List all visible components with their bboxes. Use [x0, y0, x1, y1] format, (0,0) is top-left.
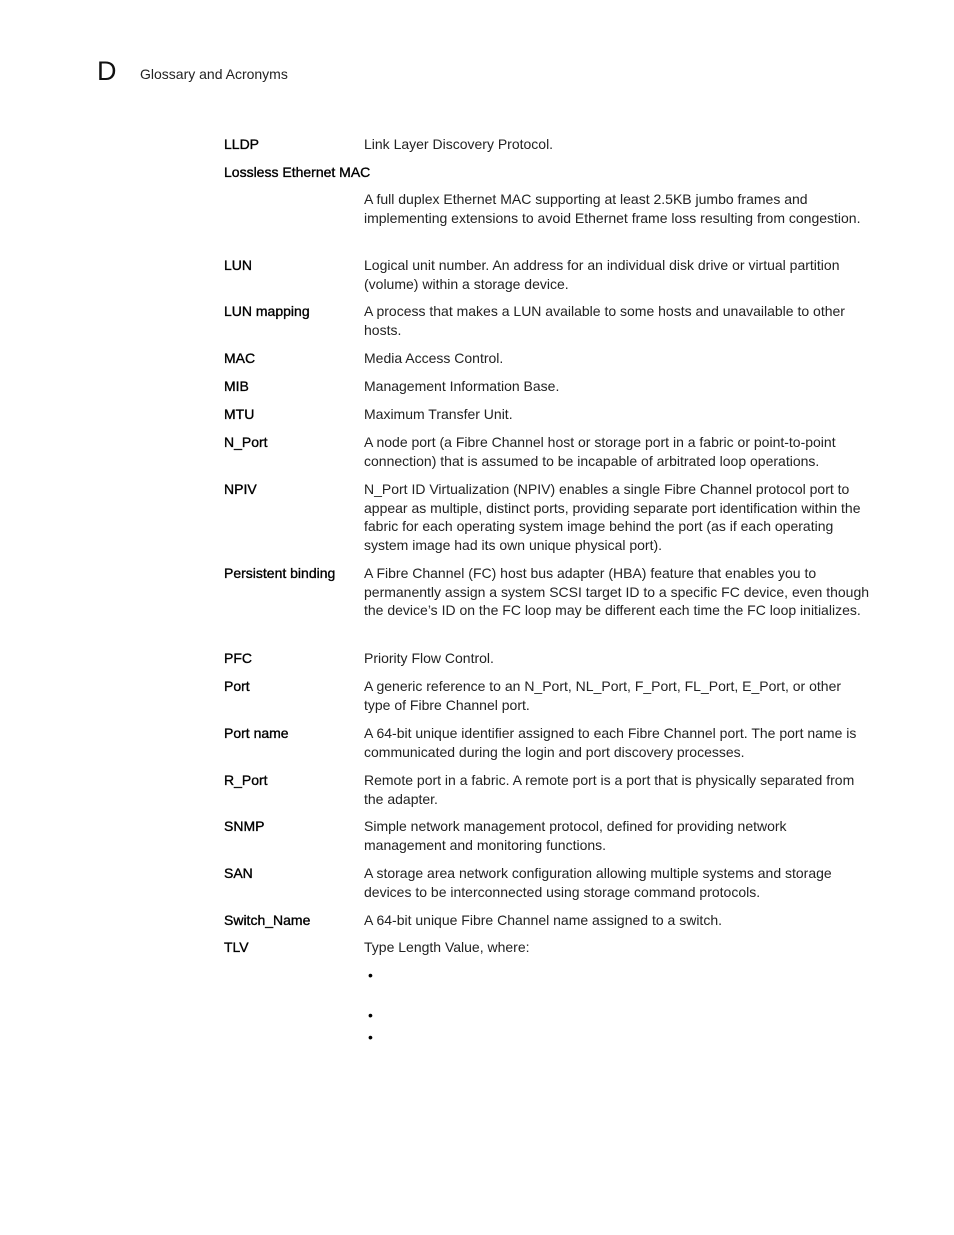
glossary-definition: A full duplex Ethernet MAC supporting at least 2.5KB jumbo frames and implementing extensions to avoid Ethernet frame loss resulting from congestion.: [364, 191, 861, 226]
glossary-term: NPIV: [224, 481, 257, 497]
glossary-definition: A node port (a Fibre Channel host or storage port in a fabric or point-to-point connection) that is assumed to be incapable of arbitrated loop operations.: [364, 434, 836, 469]
glossary-term: LUN mapping: [224, 303, 310, 319]
glossary-definition: Type Length Value, where:: [364, 939, 530, 955]
glossary-term: PFC: [224, 650, 252, 666]
glossary-definition: Remote port in a fabric. A remote port is a port that is physically separated from the adapter.: [364, 772, 855, 807]
tlv-bullet: •: [368, 1029, 373, 1045]
glossary-term: LUN: [224, 257, 253, 273]
glossary-definition: A Fibre Channel (FC) host bus adapter (HBA) feature that enables you to permanently assign a system SCSI target ID to a specific FC device, even though the device’s ID on the FC loop may be different each time the FC loop initializes.: [364, 565, 870, 619]
tlv-bullet: •: [368, 1007, 373, 1023]
glossary-term: SNMP: [224, 818, 265, 834]
glossary-definition: A 64-bit unique identifier assigned to each Fibre Channel port. The port name is communicated during the login and port discovery processes.: [364, 725, 857, 760]
glossary-definition: A generic reference to an N_Port, NL_Port, F_Port, FL_Port, E_Port, or other type of Fibre Channel port.: [364, 678, 842, 713]
glossary-term: Switch_Name: [224, 912, 311, 928]
glossary-term: MIB: [224, 378, 249, 394]
chapter-title: Glossary and Acronyms: [140, 66, 288, 82]
chapter-letter: D: [97, 56, 117, 86]
glossary-term: Persistent binding: [224, 565, 336, 581]
glossary-term: SAN: [224, 865, 253, 881]
glossary-term: N_Port: [224, 434, 268, 450]
glossary-term: TLV: [224, 939, 249, 955]
glossary-term: MAC: [224, 350, 256, 366]
glossary-definition: A storage area network configuration allowing multiple systems and storage devices to be interconnected using storage command protocols.: [364, 865, 832, 900]
glossary-definition: Maximum Transfer Unit.: [364, 406, 513, 422]
glossary-term: MTU: [224, 406, 255, 422]
glossary-definition: N_Port ID Virtualization (NPIV) enables a single Fibre Channel protocol port to appear as multiple, distinct ports, providing separate port identification within the fabric for each operating system image behind the port (as if each operating system image had its own unique physical port).: [364, 481, 861, 553]
glossary-term: Port name: [224, 725, 289, 741]
glossary-definition: Simple network management protocol, defined for providing network management and monitoring functions.: [364, 818, 787, 853]
tlv-bullet: •: [368, 967, 373, 983]
glossary-definition: Link Layer Discovery Protocol.: [364, 136, 554, 152]
glossary-term: Lossless Ethernet MAC: [224, 164, 371, 180]
glossary-definition: Media Access Control.: [364, 350, 504, 366]
glossary-definition: A process that makes a LUN available to some hosts and unavailable to other hosts.: [364, 303, 845, 338]
glossary-term: R_Port: [224, 772, 268, 788]
glossary-definition: Logical unit number. An address for an individual disk drive or virtual partition (volume) within a storage device.: [364, 257, 840, 292]
glossary-term: Port: [224, 678, 250, 694]
glossary-term: LLDP: [224, 136, 260, 152]
glossary-definition: Management Information Base.: [364, 378, 560, 394]
glossary-definition: A 64-bit unique Fibre Channel name assigned to a switch.: [364, 912, 722, 928]
glossary-definition: Priority Flow Control.: [364, 650, 494, 666]
